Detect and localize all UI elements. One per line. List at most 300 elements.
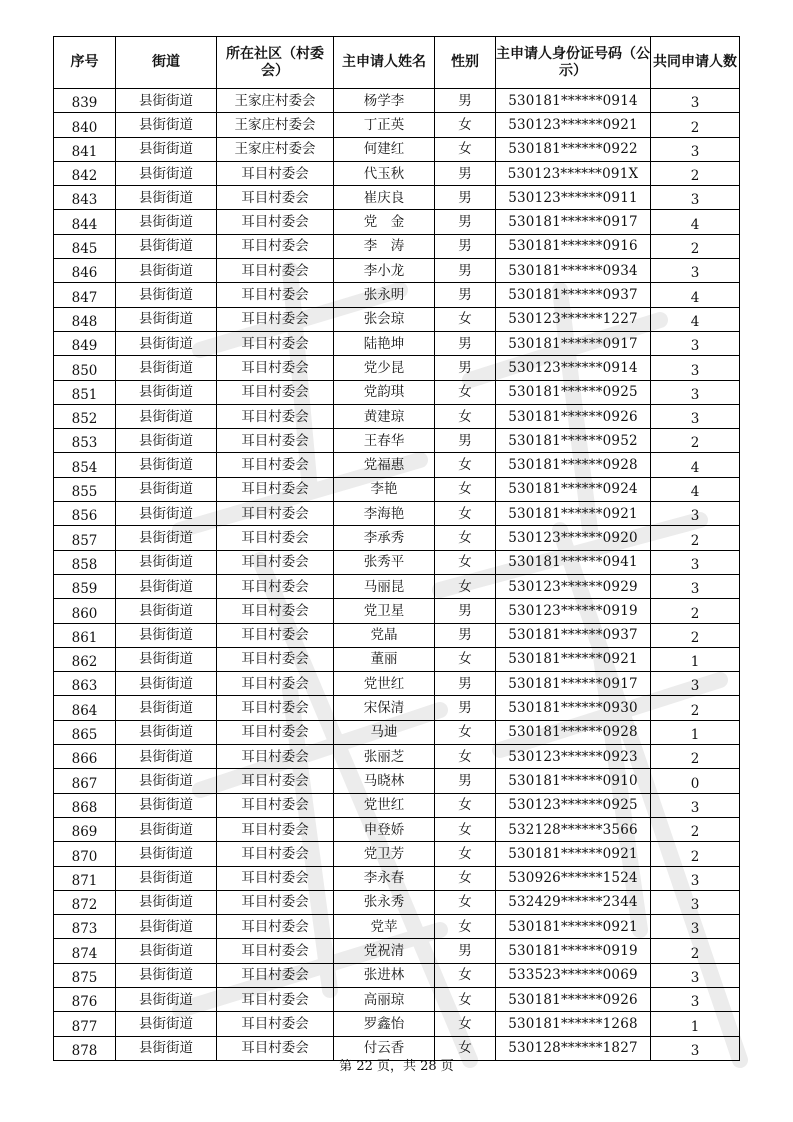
table-row [54,842,740,866]
cell-no: 845 [54,234,116,258]
cell-gender: 女 [435,307,496,331]
cell-street: 县街街道 [116,283,217,307]
table-row [54,137,740,161]
cell-gender: 女 [435,550,496,574]
cell-community: 耳目村委会 [217,769,334,793]
cell-name: 党世红 [334,793,435,817]
cell-gender: 女 [435,987,496,1011]
cell-name: 何建红 [334,137,435,161]
cell-community: 耳目村委会 [217,623,334,647]
cell-gender: 女 [435,745,496,769]
cell-co-count: 1 [651,1012,740,1036]
cell-no: 874 [54,939,116,963]
cell-co-count: 2 [651,599,740,623]
cell-street: 县街街道 [116,842,217,866]
cell-no: 876 [54,987,116,1011]
cell-co-count: 3 [651,89,740,113]
table-row [54,987,740,1011]
cell-name: 党 金 [334,210,435,234]
cell-gender: 男 [435,429,496,453]
cell-name: 张永明 [334,283,435,307]
cell-community: 耳目村委会 [217,259,334,283]
cell-gender: 男 [435,259,496,283]
cell-gender: 女 [435,647,496,671]
cell-name: 李承秀 [334,526,435,550]
cell-no: 853 [54,429,116,453]
cell-id: 532429******2344 [496,890,651,914]
cell-no: 878 [54,1036,116,1060]
cell-gender: 女 [435,502,496,526]
cell-co-count: 4 [651,283,740,307]
cell-street: 县街街道 [116,793,217,817]
cell-id: 530181******0917 [496,210,651,234]
cell-co-count: 2 [651,817,740,841]
cell-name: 李艳 [334,477,435,501]
cell-street: 县街街道 [116,502,217,526]
cell-street: 县街街道 [116,356,217,380]
table-row [54,502,740,526]
cell-no: 840 [54,113,116,137]
cell-name: 陆艳坤 [334,331,435,355]
cell-co-count: 2 [651,161,740,185]
cell-id: 530181******0928 [496,453,651,477]
cell-community: 耳目村委会 [217,793,334,817]
cell-co-count: 3 [651,963,740,987]
table-row [54,963,740,987]
cell-id: 530181******0937 [496,623,651,647]
cell-co-count: 2 [651,526,740,550]
table-row [54,1012,740,1036]
table-row [54,696,740,720]
cell-no: 848 [54,307,116,331]
cell-gender: 女 [435,890,496,914]
cell-co-count: 3 [651,331,740,355]
cell-street: 县街街道 [116,915,217,939]
cell-no: 862 [54,647,116,671]
cell-co-count: 3 [651,259,740,283]
header-street: 街道 [116,37,217,89]
table-row [54,307,740,331]
cell-gender: 女 [435,380,496,404]
cell-id: 530123******0911 [496,186,651,210]
cell-id: 530123******0929 [496,574,651,598]
cell-community: 耳目村委会 [217,307,334,331]
cell-community: 耳目村委会 [217,939,334,963]
cell-id: 530181******0952 [496,429,651,453]
cell-no: 869 [54,817,116,841]
cell-no: 851 [54,380,116,404]
cell-no: 856 [54,502,116,526]
cell-no: 844 [54,210,116,234]
cell-co-count: 2 [651,939,740,963]
cell-community: 耳目村委会 [217,331,334,355]
cell-community: 耳目村委会 [217,745,334,769]
cell-gender: 女 [435,137,496,161]
table-row [54,356,740,380]
cell-street: 县街街道 [116,987,217,1011]
cell-gender: 女 [435,574,496,598]
cell-gender: 女 [435,817,496,841]
cell-street: 县街街道 [116,939,217,963]
cell-gender: 女 [435,720,496,744]
cell-no: 867 [54,769,116,793]
cell-no: 875 [54,963,116,987]
table-row [54,939,740,963]
cell-id: 530123******1227 [496,307,651,331]
table-row [54,599,740,623]
cell-community: 耳目村委会 [217,720,334,744]
cell-street: 县街街道 [116,307,217,331]
cell-community: 耳目村委会 [217,429,334,453]
cell-id: 530181******0937 [496,283,651,307]
cell-name: 高丽琼 [334,987,435,1011]
cell-gender: 女 [435,1036,496,1060]
cell-street: 县街街道 [116,696,217,720]
page-footer: 第 22 页，共 28 页 [339,1059,454,1074]
cell-no: 871 [54,866,116,890]
cell-community: 耳目村委会 [217,866,334,890]
cell-gender: 男 [435,623,496,647]
cell-no: 872 [54,890,116,914]
table-row [54,210,740,234]
cell-gender: 男 [435,672,496,696]
cell-street: 县街街道 [116,890,217,914]
header-gender: 性别 [435,37,496,89]
cell-name: 李 涛 [334,234,435,258]
cell-street: 县街街道 [116,453,217,477]
cell-id: 530181******0921 [496,502,651,526]
cell-street: 县街街道 [116,623,217,647]
cell-no: 850 [54,356,116,380]
cell-street: 县街街道 [116,526,217,550]
cell-no: 849 [54,331,116,355]
cell-name: 张秀平 [334,550,435,574]
cell-street: 县街街道 [116,817,217,841]
cell-name: 王春华 [334,429,435,453]
cell-name: 党福惠 [334,453,435,477]
cell-street: 县街街道 [116,113,217,137]
cell-street: 县街街道 [116,429,217,453]
cell-community: 耳目村委会 [217,987,334,1011]
cell-gender: 女 [435,842,496,866]
cell-co-count: 2 [651,623,740,647]
cell-gender: 男 [435,939,496,963]
cell-name: 付云香 [334,1036,435,1060]
cell-no: 855 [54,477,116,501]
cell-id: 530181******0914 [496,89,651,113]
table-body [54,89,740,1061]
cell-no: 858 [54,550,116,574]
table-row [54,672,740,696]
table-row [54,453,740,477]
table-row [54,283,740,307]
cell-id: 530181******0919 [496,939,651,963]
cell-no: 865 [54,720,116,744]
cell-co-count: 4 [651,307,740,331]
cell-id: 533523******0069 [496,963,651,987]
cell-name: 张进林 [334,963,435,987]
table-row [54,647,740,671]
cell-street: 县街街道 [116,672,217,696]
cell-name: 李海艳 [334,502,435,526]
cell-co-count: 3 [651,915,740,939]
cell-id: 530181******0934 [496,259,651,283]
cell-gender: 男 [435,696,496,720]
cell-street: 县街街道 [116,186,217,210]
cell-co-count: 3 [651,502,740,526]
cell-name: 杨学李 [334,89,435,113]
cell-id: 530181******0928 [496,720,651,744]
cell-co-count: 3 [651,672,740,696]
cell-community: 耳目村委会 [217,283,334,307]
table-row [54,720,740,744]
cell-no: 857 [54,526,116,550]
cell-co-count: 2 [651,234,740,258]
cell-gender: 女 [435,453,496,477]
table-row [54,113,740,137]
cell-co-count: 3 [651,137,740,161]
cell-id: 530181******0926 [496,987,651,1011]
cell-street: 县街街道 [116,161,217,185]
cell-community: 耳目村委会 [217,842,334,866]
cell-community: 王家庄村委会 [217,113,334,137]
cell-co-count: 2 [651,696,740,720]
cell-street: 县街街道 [116,331,217,355]
applicant-table [53,36,740,1061]
table-row [54,745,740,769]
cell-gender: 男 [435,599,496,623]
table-row [54,477,740,501]
cell-no: 839 [54,89,116,113]
cell-id: 530181******0921 [496,915,651,939]
cell-id: 530123******0914 [496,356,651,380]
cell-name: 丁正英 [334,113,435,137]
cell-street: 县街街道 [116,599,217,623]
cell-gender: 女 [435,113,496,137]
cell-id: 530181******0926 [496,404,651,428]
cell-name: 崔庆良 [334,186,435,210]
cell-no: 846 [54,259,116,283]
cell-id: 532128******3566 [496,817,651,841]
cell-name: 李永春 [334,866,435,890]
cell-gender: 女 [435,526,496,550]
cell-street: 县街街道 [116,477,217,501]
cell-no: 842 [54,161,116,185]
cell-name: 张丽芝 [334,745,435,769]
cell-id: 530926******1524 [496,866,651,890]
cell-no: 870 [54,842,116,866]
cell-gender: 女 [435,915,496,939]
cell-street: 县街街道 [116,137,217,161]
cell-gender: 女 [435,793,496,817]
cell-no: 847 [54,283,116,307]
cell-community: 耳目村委会 [217,915,334,939]
cell-community: 耳目村委会 [217,1036,334,1060]
table-row [54,404,740,428]
cell-co-count: 3 [651,574,740,598]
cell-street: 县街街道 [116,210,217,234]
cell-community: 耳目村委会 [217,696,334,720]
cell-gender: 男 [435,356,496,380]
cell-no: 863 [54,672,116,696]
cell-id: 530181******1268 [496,1012,651,1036]
cell-street: 县街街道 [116,745,217,769]
cell-id: 530123******0921 [496,113,651,137]
cell-name: 党卫星 [334,599,435,623]
cell-gender: 男 [435,769,496,793]
cell-co-count: 4 [651,477,740,501]
cell-co-count: 3 [651,793,740,817]
table-row [54,769,740,793]
cell-community: 耳目村委会 [217,526,334,550]
cell-name: 党祝清 [334,939,435,963]
cell-community: 耳目村委会 [217,502,334,526]
cell-street: 县街街道 [116,380,217,404]
cell-community: 耳目村委会 [217,380,334,404]
cell-community: 耳目村委会 [217,599,334,623]
cell-no: 843 [54,186,116,210]
cell-name: 党世红 [334,672,435,696]
cell-co-count: 2 [651,113,740,137]
cell-name: 李小龙 [334,259,435,283]
cell-community: 耳目村委会 [217,647,334,671]
cell-street: 县街街道 [116,963,217,987]
cell-co-count: 4 [651,210,740,234]
cell-street: 县街街道 [116,720,217,744]
cell-co-count: 3 [651,186,740,210]
cell-id: 530123******0923 [496,745,651,769]
table-row [54,915,740,939]
cell-name: 宋保清 [334,696,435,720]
cell-no: 866 [54,745,116,769]
table-row [54,331,740,355]
cell-co-count: 0 [651,769,740,793]
cell-gender: 男 [435,89,496,113]
header-no: 序号 [54,37,116,89]
table-row [54,793,740,817]
cell-no: 841 [54,137,116,161]
cell-co-count: 3 [651,356,740,380]
cell-street: 县街街道 [116,550,217,574]
cell-no: 854 [54,453,116,477]
cell-name: 党少昆 [334,356,435,380]
cell-co-count: 3 [651,866,740,890]
cell-co-count: 3 [651,890,740,914]
cell-co-count: 3 [651,404,740,428]
cell-no: 868 [54,793,116,817]
table-row [54,89,740,113]
cell-co-count: 2 [651,745,740,769]
cell-no: 852 [54,404,116,428]
table-row [54,429,740,453]
cell-gender: 女 [435,866,496,890]
table-row [54,186,740,210]
cell-no: 859 [54,574,116,598]
cell-co-count: 3 [651,380,740,404]
cell-name: 申登娇 [334,817,435,841]
cell-community: 耳目村委会 [217,550,334,574]
cell-community: 耳目村委会 [217,161,334,185]
cell-name: 张会琼 [334,307,435,331]
cell-street: 县街街道 [116,1036,217,1060]
cell-no: 873 [54,915,116,939]
cell-name: 党晶 [334,623,435,647]
table-row [54,161,740,185]
cell-community: 耳目村委会 [217,404,334,428]
cell-street: 县街街道 [116,259,217,283]
cell-street: 县街街道 [116,574,217,598]
cell-co-count: 3 [651,987,740,1011]
cell-community: 王家庄村委会 [217,89,334,113]
table-row [54,574,740,598]
table-row [54,380,740,404]
cell-gender: 女 [435,963,496,987]
cell-community: 耳目村委会 [217,672,334,696]
table-row [54,259,740,283]
header-name: 主申请人姓名 [334,37,435,89]
cell-no: 877 [54,1012,116,1036]
cell-community: 耳目村委会 [217,1012,334,1036]
cell-gender: 男 [435,331,496,355]
table-row [54,623,740,647]
cell-community: 耳目村委会 [217,356,334,380]
cell-community: 耳目村委会 [217,210,334,234]
cell-gender: 男 [435,283,496,307]
cell-id: 530123******091X [496,161,651,185]
cell-name: 党韵琪 [334,380,435,404]
cell-co-count: 1 [651,647,740,671]
table-row [54,890,740,914]
cell-name: 董丽 [334,647,435,671]
table-row [54,866,740,890]
table-row [54,550,740,574]
table-row [54,526,740,550]
cell-co-count: 4 [651,453,740,477]
cell-street: 县街街道 [116,404,217,428]
cell-co-count: 2 [651,429,740,453]
cell-name: 党苹 [334,915,435,939]
cell-street: 县街街道 [116,769,217,793]
table-row [54,234,740,258]
cell-no: 861 [54,623,116,647]
cell-co-count: 3 [651,550,740,574]
table-row [54,817,740,841]
cell-id: 530123******0920 [496,526,651,550]
cell-id: 530181******0917 [496,331,651,355]
cell-community: 王家庄村委会 [217,137,334,161]
cell-id: 530181******0921 [496,647,651,671]
cell-gender: 女 [435,477,496,501]
cell-name: 马丽昆 [334,574,435,598]
cell-name: 张永秀 [334,890,435,914]
cell-id: 530123******0919 [496,599,651,623]
cell-street: 县街街道 [116,866,217,890]
header-community: 所在社区（村委会） [217,37,334,89]
cell-gender: 男 [435,210,496,234]
cell-no: 864 [54,696,116,720]
cell-community: 耳目村委会 [217,234,334,258]
cell-id: 530181******0916 [496,234,651,258]
cell-id: 530181******0930 [496,696,651,720]
cell-street: 县街街道 [116,234,217,258]
cell-id: 530123******0925 [496,793,651,817]
cell-id: 530128******1827 [496,1036,651,1060]
cell-community: 耳目村委会 [217,890,334,914]
cell-id: 530181******0921 [496,842,651,866]
table-header-row [54,37,740,89]
cell-name: 党卫芳 [334,842,435,866]
cell-id: 530181******0917 [496,672,651,696]
